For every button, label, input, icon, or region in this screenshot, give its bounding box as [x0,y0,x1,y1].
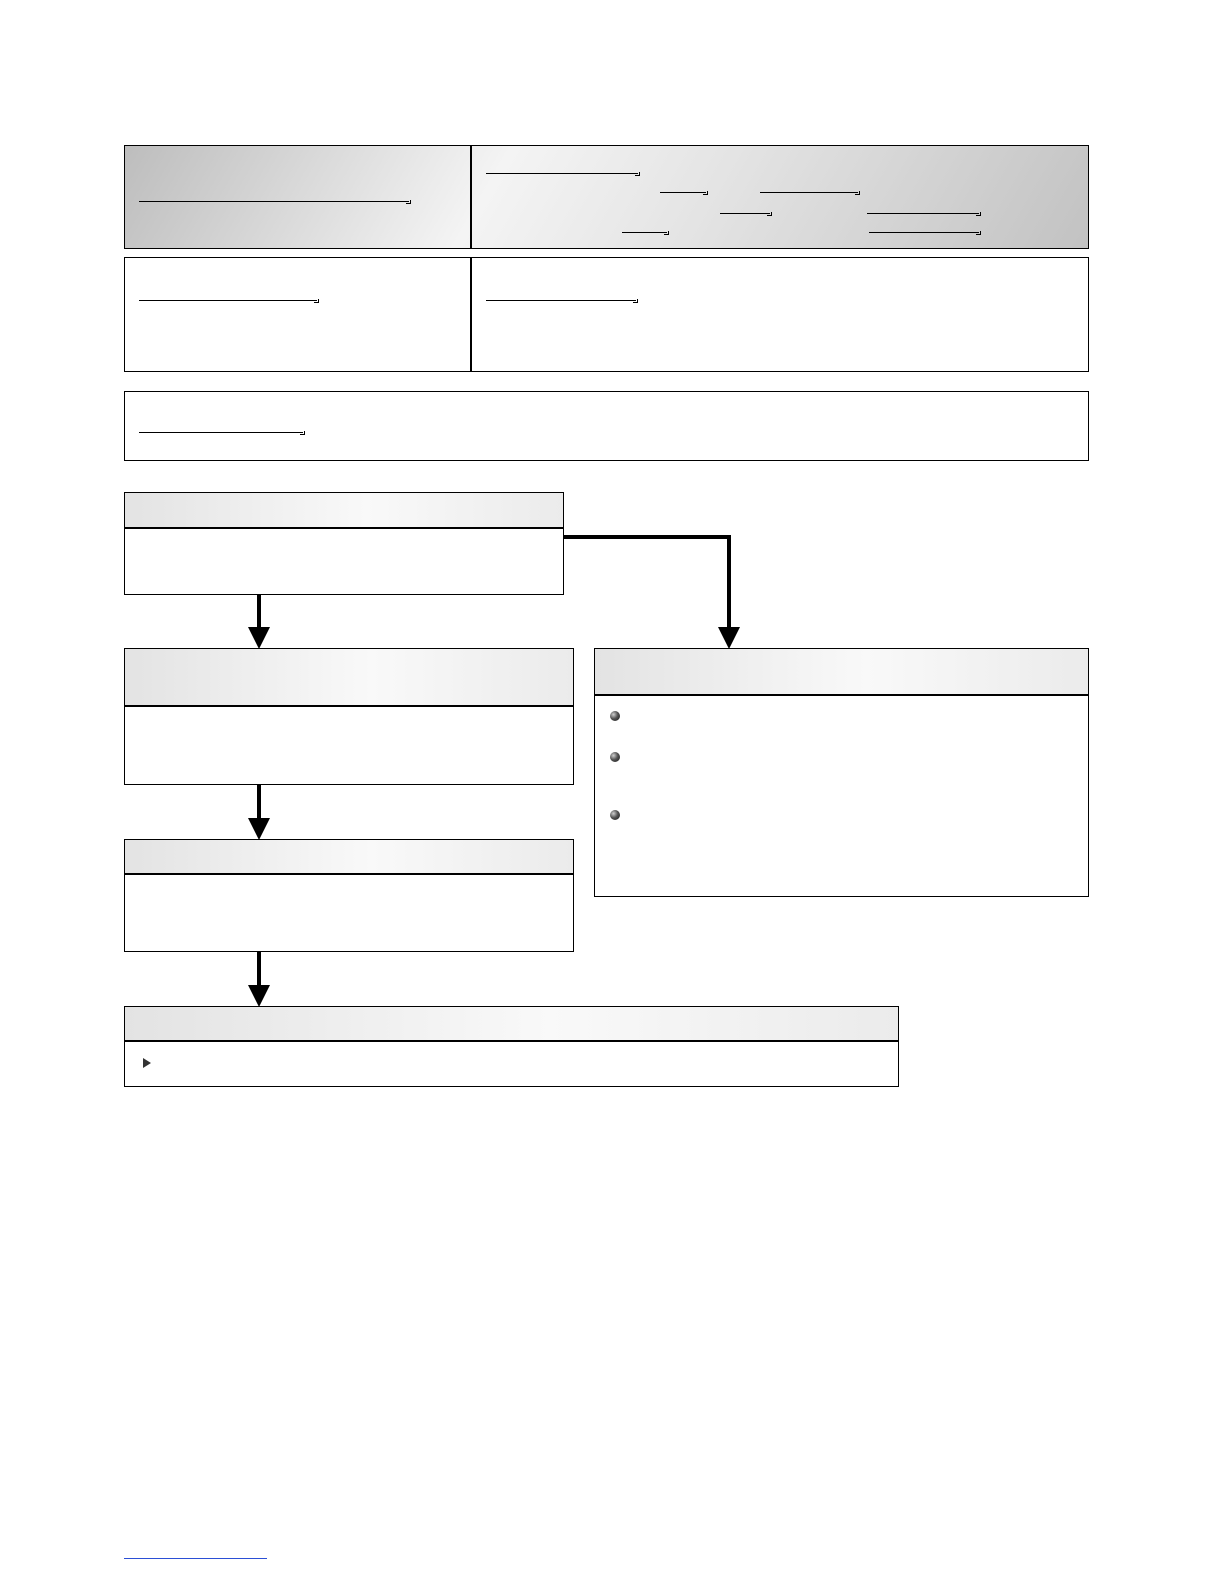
header-left-field [139,201,409,202]
flow-step-3-header [125,840,573,875]
header-field-5 [867,213,979,214]
bullet-icon [610,810,620,820]
side-list-box [594,648,1089,897]
flow-step-1 [124,492,564,595]
flow-arrow-3-head [248,985,270,1007]
bullet-icon [610,711,620,721]
bullet-icon [610,752,620,762]
info-block [124,257,1089,372]
flow-arrow-1-head [248,627,270,649]
flow-arrow-2-head [248,818,270,840]
note-block [124,391,1089,461]
branch-connector-horizontal [563,535,731,539]
info-left-field [139,300,317,301]
flow-step-4-header [125,1007,898,1042]
note-field [139,432,303,433]
footer-link[interactable] [124,1558,267,1559]
flow-step-2-header [125,649,573,707]
header-field-6 [622,232,667,233]
side-list-header [595,649,1088,696]
header-left-cell [125,146,471,248]
header-right-cell [472,146,1088,248]
info-right-field [486,300,636,301]
flow-step-2 [124,648,574,785]
header-field-4 [720,213,770,214]
flow-arrow-1 [257,594,261,628]
flow-arrow-3 [257,951,261,986]
triangle-bullet-icon [143,1058,151,1068]
header-field-3 [760,192,858,193]
branch-arrow-head [718,627,740,649]
info-left-cell [125,258,471,371]
flow-step-1-header [125,493,563,529]
header-field-7 [869,232,979,233]
flow-step-3 [124,839,574,952]
branch-connector-vertical [727,535,731,628]
header-field-2 [660,192,706,193]
header-block [124,145,1089,249]
flow-arrow-2 [257,784,261,819]
header-field-1 [486,173,638,174]
flow-step-4 [124,1006,899,1087]
info-right-cell [472,258,1088,371]
